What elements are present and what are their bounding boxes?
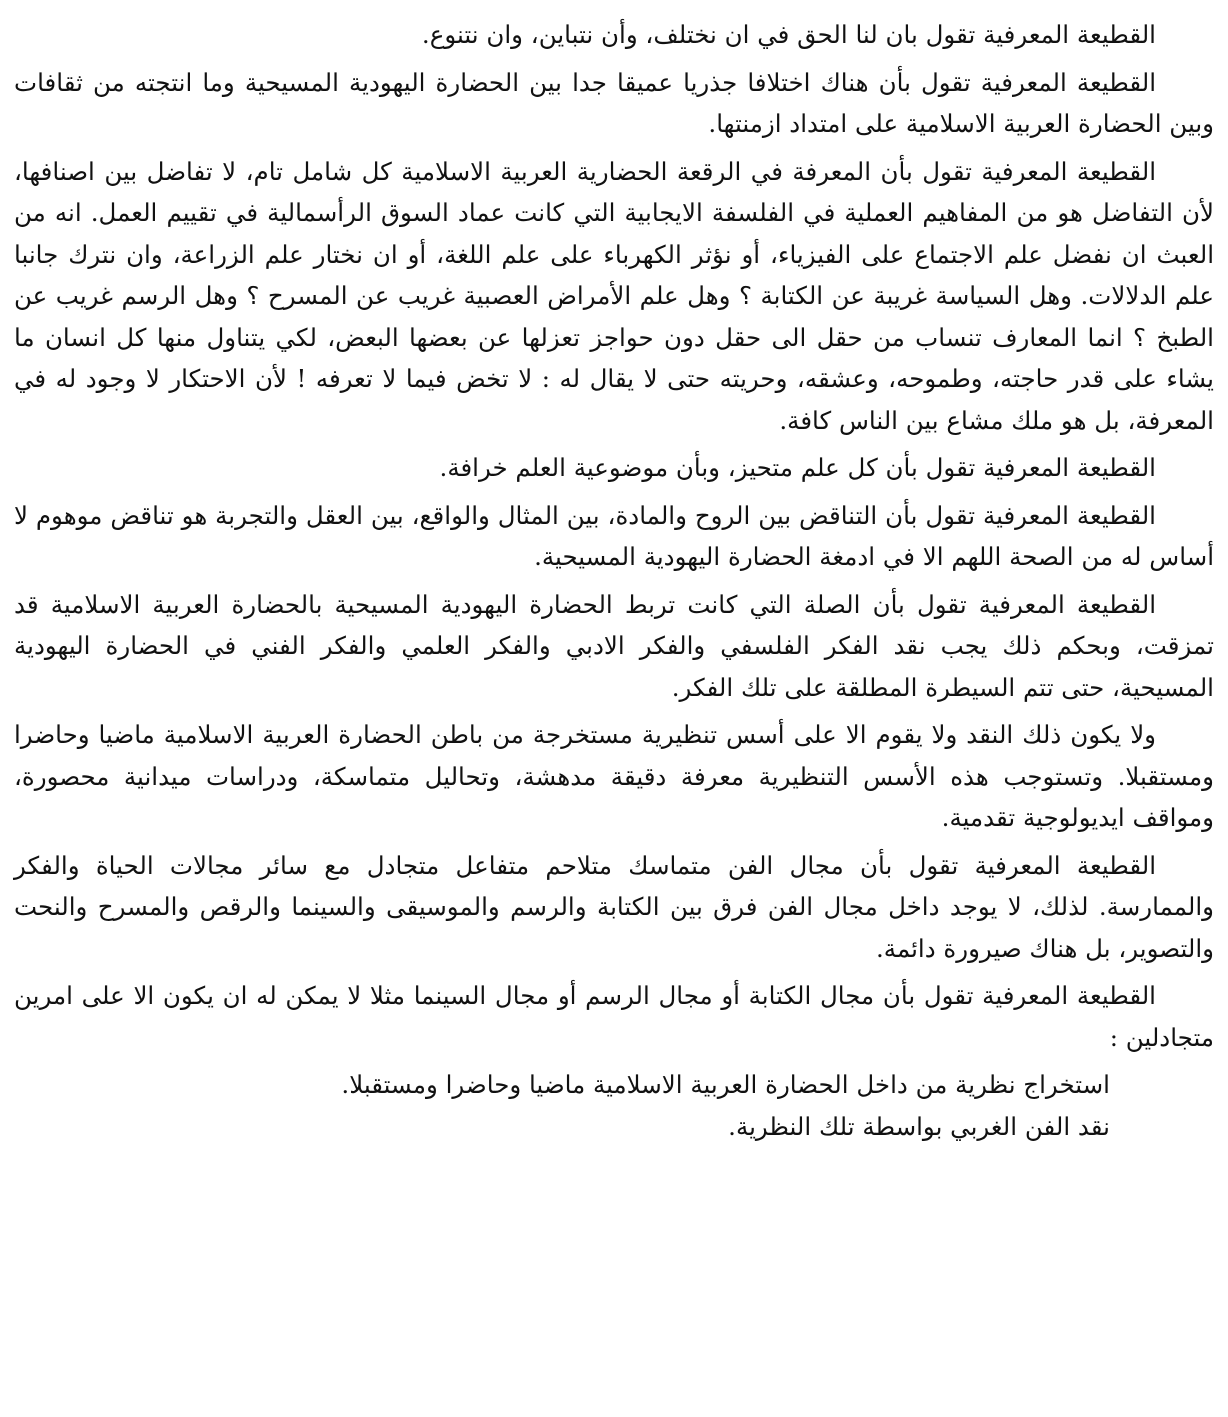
paragraph-9: القطيعة المعرفية تقول بأن مجال الكتابة أو مجال الرسم أو مجال السينما مثلا لا يمكن له ان يكون الا على امرين متجادلين :	[14, 981, 1214, 1052]
paragraph-4: القطيعة المعرفية تقول بأن كل علم متحيز، وبأن موضوعية العلم خرافة.	[439, 453, 1156, 482]
paragraph-8: القطيعة المعرفية تقول بأن مجال الفن متماسك متلاحم متفاعل متجادل مع سائر مجالات الحياة والفكر والممارسة. لذلك، لا يوجد داخل مجال الفن فرق بين الكتابة والرسم والموسيقى والسينما والرقص والمسرح والنحت والتصوير، بل هناك صيرورة دائمة.	[14, 850, 1214, 963]
paragraph-6: القطيعة المعرفية تقول بأن الصلة التي كانت تربط الحضارة اليهودية المسيحية بالحضارة العربية الاسلامية قد تمزقت، وبحكم ذلك يجب نقد الفكر الفلسفي والفكر الادبي والفكر العلمي والفكر الفني في الحضارة اليهودية المسيحية، حتى تتم السيطرة المطلقة على تلك الفكر.	[14, 589, 1214, 702]
paragraph-3: القطيعة المعرفية تقول بأن المعرفة في الرقعة الحضارية العربية الاسلامية كل شامل تام، لا تفاضل بين اصنافها، لأن التفاضل هو من المفاهيم العملية في الفلسفة الايجابية التي كانت عماد السوق الرأسمالية في تقييم العمل. انه من العبث ان نفضل علم الاجتماع على الفيزياء، أو نؤثر الكهرباء على علم اللغة، أو ان نختار علم الزراعة، وان نترك جانبا علم الدلالات. وهل السياسة غريبة عن الكتابة ؟ وهل علم الأمراض العصبية غريب عن المسرح ؟ وهل الرسم غريب عن الطبخ ؟ انما المعارف تنساب من حقل الى حقل دون حواجز تعزلها عن بعضها البعض، لكي يتناول منها كل انسان ما يشاء على قدر حاجته، وطموحه، وعشقه، وحريته حتى لا يقال له : لا تخض فيما لا تعرفه ! لأن الاحتكار لا وجود له في المعرفة، بل هو ملك مشاع بين الناس كافة.	[14, 156, 1214, 435]
paragraph-1: القطيعة المعرفية تقول بان لنا الحق في ان نختلف، وأن نتباين، وان نتنوع.	[421, 20, 1156, 49]
paragraph-5: القطيعة المعرفية تقول بأن التناقض بين الروح والمادة، بين المثال والواقع، بين العقل والتجربة هو تناقض موهوم لا أساس له من الصحة اللهم الا في ادمغة الحضارة اليهودية المسيحية.	[14, 500, 1214, 571]
paragraph-7: ولا يكون ذلك النقد ولا يقوم الا على أسس تنظيرية مستخرجة من باطن الحضارة العربية الاسلامية ماضيا وحاضرا ومستقبلا. وتستوجب هذه الأسس التنظيرية معرفة دقيقة مدهشة، وتحاليل متماسكة، ودراسات ميدانية محصورة، ومواقف ايديولوجية تقدمية.	[14, 720, 1214, 832]
paragraph-2: القطيعة المعرفية تقول بأن هناك اختلافا جذريا عميقا جدا بين الحضارة اليهودية المسيحية وما انتجته من ثقافات وبين الحضارة العربية الاسلامية على امتداد ازمنتها.	[14, 67, 1214, 138]
list-item-2: نقد الفن الغربي بواسطة تلك النظرية.	[728, 1111, 1110, 1141]
list-item-1: استخراج نظرية من داخل الحضارة العربية الاسلامية ماضيا وحاضرا ومستقبلا.	[341, 1070, 1110, 1099]
list	[14, 1064, 1214, 1147]
